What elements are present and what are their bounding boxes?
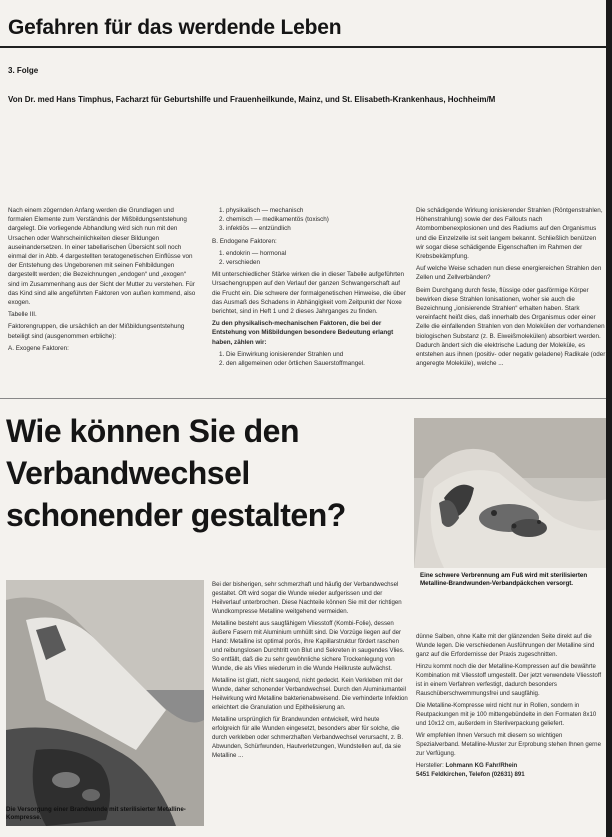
- paragraph: Die Metalline-Kompresse wird nicht nur in Rollen, sondern in Reutpackungen mit je 100 mittengebündelte in den Formaten 8x10 und 10x12 cm, außerdem in Sterilverpackung geliefert.: [416, 702, 597, 727]
- paragraph: Beim Durchgang durch feste, flüssige oder gasförmige Körper bewirken diese Strahlen Ionisationen, woher sie auch die Bezeichnung „ionisierende Strahlen“ erhalten haben. Stark vereinfacht heißt dies, daß innerhalb des Organismus oder einer Zelle die einfallenden Strahlen von den Molekülen der vorhandenen biologischen Substanz (z. B. Eiweißmolekülen) absorbiert werden. Dadurch ändert sich die elektrische Ladung der Moleküle, es entstehen aus ihnen (positiv- oder negativ geladene) Radikale (oder angeregte Moleküle), welche ...: [416, 286, 606, 368]
- article2-column-right: [416, 632, 606, 782]
- list-item: 2. den allgemeinen oder örtlichen Sauerstoffmangel.: [226, 359, 408, 368]
- paragraph: Faktorengruppen, die ursächlich an der Mißbildungsentstehung beteiligt sind (ausgenommen erbliche):: [8, 323, 185, 340]
- paragraph: Bei der bisherigen, sehr schmerzhaft und häufig der Verbandwechsel gestaltet. Oft wird sogar die Wunde wieder aufgerissen und der Heilverlauf unterbrochen. Diese Nachteile können Sie mit der richtigen Wundkompresse Metalline weitgehend vermeiden.: [212, 581, 402, 615]
- caption-right: Eine schwere Verbrennung am Fuß wird mit sterilisierten Metalline-Brandwunden-Verbandpäckchen versorgt.: [420, 572, 588, 587]
- list-item: 1. physikalisch — mechanisch: [226, 206, 408, 215]
- article1-column-2: [212, 206, 408, 371]
- hand-compress-image: [6, 580, 204, 826]
- paragraph: Mit unterschiedlicher Stärke wirken die in dieser Tabelle aufgeführten Ursachengruppen auf den Verlauf der ganzen Schwangerschaft auf die Frucht ein. Die schwere der formalgenetischen Hinweise, die über das Ausmaß des Schadens in Abhängigkeit vom Zeitpunkt der Noxe berichtet, sind in Heft 1 und 2 dieses Jahrganges zu finden.: [212, 271, 406, 316]
- paragraph: Zu den physikalisch-mechanischen Faktoren, die bei der Entstehung von Mißbildungen besondere Bedeutung erlangt haben, zählen wir:: [212, 320, 394, 346]
- author-line: Von Dr. med Hans Timphus, Facharzt für Geburtshilfe und Frauenheilkunde, Mainz, und St. Elisabeth-Krankenhaus, Hochheim/M: [8, 95, 496, 104]
- manufacturer-label: Hersteller:: [416, 762, 444, 769]
- paragraph: B. Endogene Faktoren:: [212, 237, 277, 245]
- list-item: 2. chemisch — medikamentös (toxisch): [226, 215, 408, 224]
- paragraph: A. Exogene Faktoren:: [8, 344, 69, 352]
- list-item: 1. Die Einwirkung ionisierender Strahlen und: [226, 350, 408, 359]
- series-label: 3. Folge: [8, 66, 39, 75]
- paragraph: Metalline besteht aus saugfähigem Vliesstoff (Kombi-Folie), dessen äußere Fasern mit Aluminium umhüllt sind. Die Vorzüge liegen auf der Hand: Metalline ist optimal porös, ihre Kapillarstruktur fördert raschen und reibungslosen Durchtritt von Blut und Sekreten in saugendes Vlies. So entfällt, daß die zu sehr gewöhnliche sichere Trockenlegung von Wunde, die als Vlies wiederum in die Wunde Heilkruste aufwächst.: [212, 620, 405, 672]
- title-line: Wie können Sie den: [6, 413, 299, 449]
- caption-left: Die Versorgung einer Brandwunde mit sterilisierter Metalline-Kompresse.: [6, 806, 186, 821]
- paragraph: Metalline ist glatt, nicht saugend, nicht gedeckt. Kein Verkleben mit der Wunde, daher schonender Verbandwechsel. Durch den Aluminiumanteil Heilwirkung wird Metalline bakterienabweisend. Die verhinderte Infektion erleichtert die Granulation und Epithelisierung an.: [212, 677, 408, 711]
- paragraph: Metalline ursprünglich für Brandwunden entwickelt, wird heute erfolgreich für alle Wunden eingesetzt, besonders aber für solche, die durch verkleben oder schmerzhaften Verbandwechsel verursacht, z. B. Abwunden, Schürfwunden, Hautverletzungen, Wundstellen auf, da sie Metalline ...: [212, 716, 404, 759]
- title-line: Verbandwechsel: [6, 455, 250, 491]
- article-title-1: Gefahren für das werdende Leben: [8, 16, 342, 39]
- article-title-2: [6, 410, 346, 536]
- manufacturer-name: Lohmann KG Fahr/Rhein: [445, 762, 518, 769]
- paragraph: dünne Salben, ohne Kalte mit der glänzenden Seite direkt auf die Wunde legen. Die verschiedenen Ausführungen der Metalline sind ganz auf die Erfordernisse der Praxis zugeschnitten.: [416, 633, 595, 658]
- table-label: Tabelle III.: [8, 311, 37, 319]
- manufacturer-address: 5451 Feldkirchen, Telefon (02631) 891: [416, 771, 525, 778]
- hand-compress-photo: [6, 580, 204, 826]
- paragraph: Hinzu kommt noch die der Metalline-Kompressen auf die bewährte Kombination mit Vliesstoff umgestellt. Der jetzt verwendete Vliesstoff ist in einem Verfahren verfestigt, dadurch besonders Rauschüberschwemmungsfrei und saugfähig.: [416, 663, 602, 697]
- manufacturer-block: [416, 761, 606, 779]
- paragraph: Auf welche Weise schaden nun diese energiereichen Strahlen den Zellen und Zellverbänden?: [416, 265, 602, 282]
- list-item: 1. endokrin — hormonal: [226, 249, 408, 258]
- article1-column-1: [8, 206, 198, 356]
- title-rule: [0, 46, 606, 48]
- article2-column-middle: [212, 580, 408, 763]
- paragraph: Wir empfehlen Ihnen Versuch mit diesem so wichtigen Spezialverband. Metalline-Muster zur Erprobung stehen Ihnen gerne zur Verfügung.: [416, 732, 601, 757]
- list-item: 2. verschieden: [226, 258, 408, 267]
- article1-column-3: [416, 206, 606, 371]
- title-line: schonender gestalten?: [6, 497, 346, 533]
- paragraph: Die schädigende Wirkung ionisierender Strahlen (Röntgenstrahlen, Höhenstrahlung) sowie der des Fallouts nach Atombombenexplosionen und des Radiums auf den Organismus und die Einzelzelle ist seit langem bekannt. Schließlich benützen wir sogar diese schädigende Eigenschaften im Rahmen der Krebsbekämpfung.: [416, 207, 603, 261]
- foot-burn-photo: [414, 418, 612, 568]
- list-item: 3. infektiös — entzündlich: [226, 224, 408, 233]
- foot-burn-image: [414, 418, 612, 568]
- paragraph: Nach einem zögernden Anfang werden die Grundlagen und formalen Elemente zum Verständnis der Mißbildungsentstehung dargelegt. Die vorliegende Abhandlung wird sich nun mit den Ursachen oder Wahrscheinlichkeiten dieser Bildungen auseinandersetzen. In einer tabellarischen Übersicht soll noch einmal der in Abb. 4 dargestellten teratogenetischen Einflüsse von der Entstehung des Ungeborenen mit seinen Fehlbildungen dargestellt werden; die Bezeichnungen „endogen“ und „exogen“ sind im Zusammenhang aus der Sicht der Mutter zu verstehen. Für das Kind sind alle angeführten Faktoren von außen kommend, also exogen.: [8, 207, 196, 307]
- section-divider: [0, 398, 612, 399]
- page-edge: [606, 0, 612, 837]
